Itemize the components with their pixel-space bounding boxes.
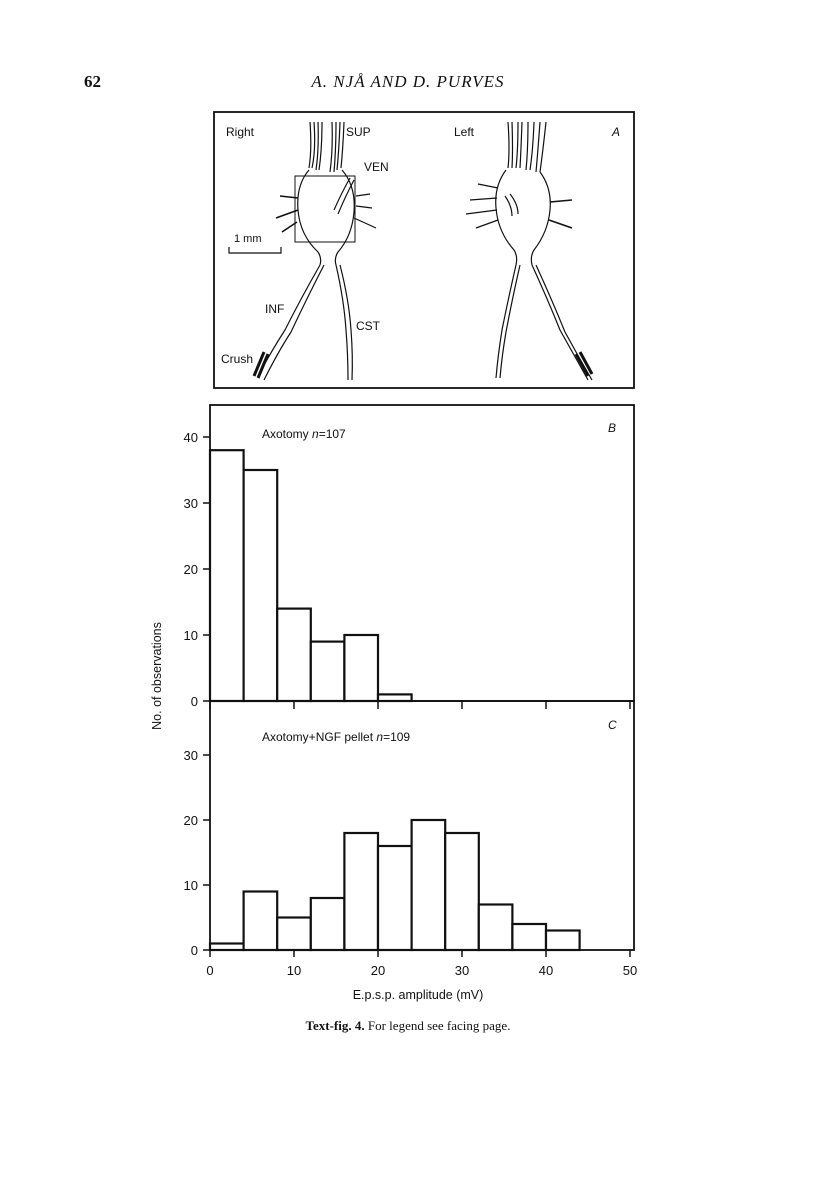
panel-c-letter: C <box>608 718 617 732</box>
figure-caption <box>0 1018 816 1034</box>
y-tick-label-b-10: 10 <box>183 628 198 643</box>
label-ven: VEN <box>364 160 389 174</box>
x-tick-label-10: 10 <box>286 963 302 978</box>
left-ganglion-drawing <box>466 122 592 380</box>
panel-b-bars <box>210 450 412 701</box>
bar-c-16 <box>344 833 378 950</box>
scale-bar <box>229 247 281 253</box>
bar-c-4 <box>244 892 278 951</box>
bar-c-12 <box>311 898 345 950</box>
label-left: Left <box>454 125 475 139</box>
label-sup: SUP <box>346 125 371 139</box>
y-tick-label-b-40: 40 <box>183 430 198 445</box>
x-tick-label-30: 30 <box>454 963 470 978</box>
panel-c-bars <box>210 820 580 950</box>
x-axis-label: E.p.s.p. amplitude (mV) <box>352 988 484 1002</box>
bar-b-4 <box>244 470 278 701</box>
bar-c-32 <box>479 905 513 951</box>
x-tick-label-20: 20 <box>370 963 386 978</box>
x-tick-label-0: 0 <box>206 963 214 978</box>
y-tick-label-b-20: 20 <box>183 562 198 577</box>
panel-a-letter: A <box>612 125 621 139</box>
y-tick-label-c-20: 20 <box>183 813 198 828</box>
bar-b-8 <box>277 609 311 701</box>
bar-c-24 <box>412 820 446 950</box>
x-tick-label-40: 40 <box>538 963 554 978</box>
y-tick-label-c-10: 10 <box>183 878 198 893</box>
y-tick-label-c-0: 0 <box>190 943 198 958</box>
y-tick-label-b-0: 0 <box>190 694 198 709</box>
label-crush: Crush <box>221 352 254 366</box>
bar-c-28 <box>445 833 479 950</box>
label-right: Right <box>226 125 255 139</box>
label-cst: CST <box>356 319 380 333</box>
panel-c-annotation: Axotomy+NGF pellet n=109 <box>262 730 411 744</box>
panel-b-axis <box>184 430 210 709</box>
bar-c-0 <box>210 944 244 951</box>
right-ganglion-drawing <box>254 122 376 380</box>
panel-b-letter: B <box>608 421 617 435</box>
page-number: 62 <box>84 72 101 91</box>
bar-c-8 <box>277 918 311 951</box>
bar-c-20 <box>378 846 412 950</box>
bar-c-40 <box>546 931 580 951</box>
bar-b-0 <box>210 450 244 701</box>
bar-b-12 <box>311 642 345 701</box>
y-tick-label-c-30: 30 <box>183 748 198 763</box>
caption-label: Text-fig. 4. <box>305 1018 365 1033</box>
bar-b-16 <box>344 635 378 701</box>
bar-c-36 <box>512 924 546 950</box>
y-axis-label: No. of observations <box>150 622 164 730</box>
label-inf: INF <box>265 302 285 316</box>
scale-bar-label: 1 mm <box>234 233 262 245</box>
caption-text: For legend see facing page. <box>364 1018 511 1033</box>
panel-c-axis <box>184 748 210 958</box>
panel-b-annotation: Axotomy n=107 <box>262 427 346 441</box>
bar-b-20 <box>378 694 412 701</box>
x-tick-label-50: 50 <box>622 963 638 978</box>
panel-a-frame <box>214 112 634 388</box>
running-title: A. NJÅ AND D. PURVES <box>311 72 505 91</box>
y-tick-label-b-30: 30 <box>183 496 198 511</box>
